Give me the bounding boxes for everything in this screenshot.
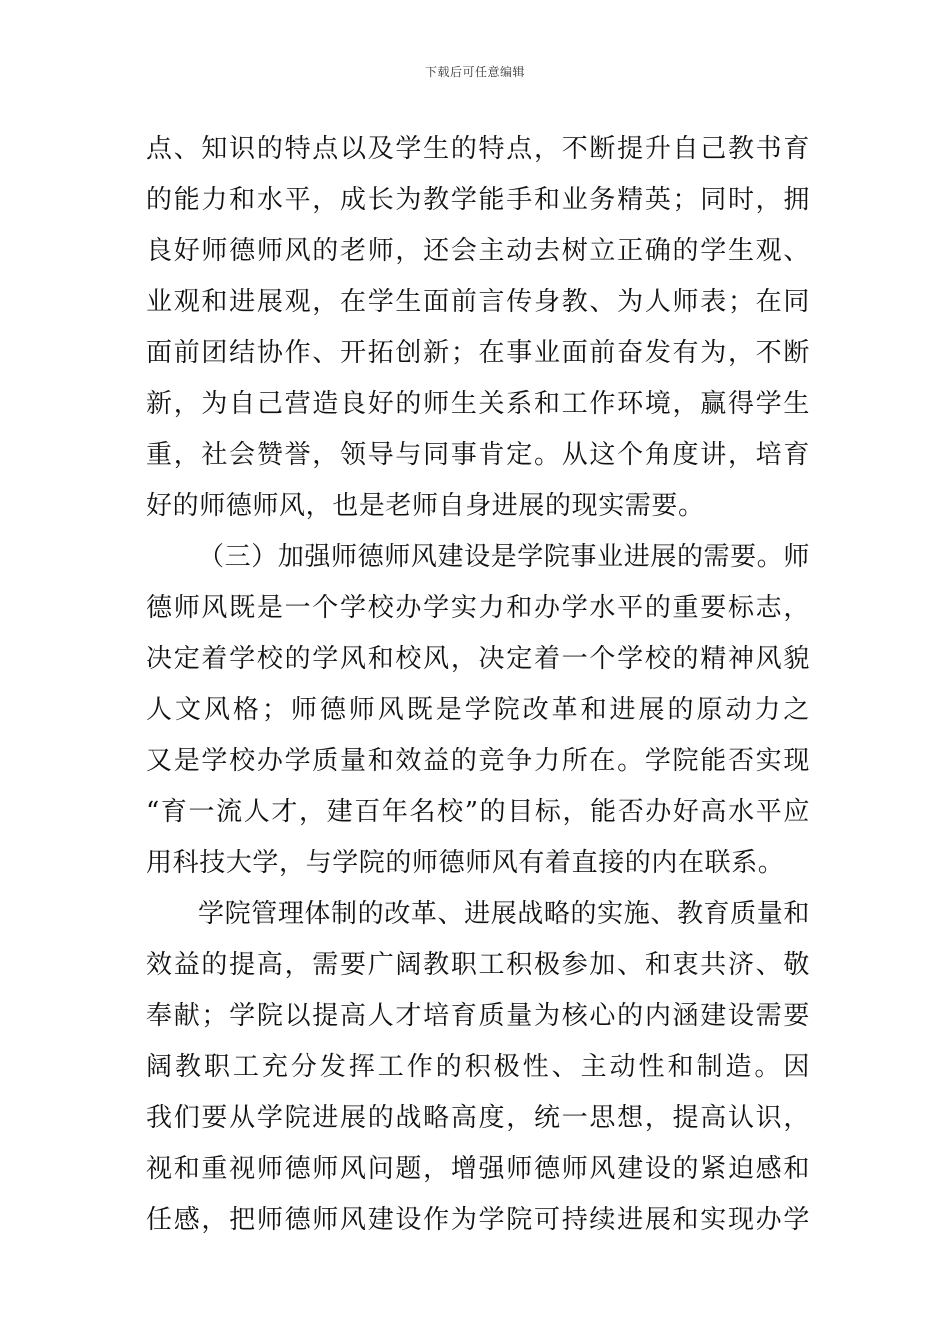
text-line: 决定着学校的学风和校风，决定着一个学校的精神风貌 <box>146 644 810 674</box>
text-line: 重，社会赞誉，领导与同事肯定。从这个角度讲，培育 <box>146 440 810 470</box>
text-line: 新，为自己营造良好的师生关系和工作环境，赢得学生 <box>146 389 810 419</box>
text-line: 业观和进展观，在学生面前言传身教、为人师表；在同 <box>146 287 810 317</box>
text-line: 好的师德师风，也是老师自身进展的现实需要。 <box>146 491 705 521</box>
document-body <box>146 124 810 1246</box>
text-line: 任感，把师德师风建设作为学院可持续进展和实现办学 <box>146 1205 810 1235</box>
text-line: 的能力和水平，成长为教学能手和业务精英；同时，拥 <box>146 185 810 215</box>
text-line: 我们要从学院进展的战略高度，统一思想，提高认识， <box>146 1103 810 1133</box>
paragraph-start-line: 学院管理体制的改革、进展战略的实施、教育质量和 <box>198 899 810 929</box>
text-line: 视和重视师德师风问题，增强师德师风建设的紧迫感和 <box>146 1154 810 1184</box>
text-line: 阔教职工充分发挥工作的积极性、主动性和制造。因 <box>146 1052 810 1082</box>
text-line: 点、知识的特点以及学生的特点，不断提升自己教书育 <box>146 134 810 164</box>
page-header: 下载后可任意编辑 <box>424 65 525 79</box>
text-line: 人文风格；师德师风既是学院改革和进展的原动力之 <box>146 695 810 725</box>
text-line: 德师风既是一个学校办学实力和办学水平的重要标志， <box>146 593 810 623</box>
paragraph-start-line: （三）加强师德师风建设是学院事业进展的需要。师 <box>198 542 810 572</box>
text-line: 良好师德师风的老师，还会主动去树立正确的学生观、 <box>146 236 810 266</box>
text-line: 奉献；学院以提高人才培育质量为核心的内涵建设需要 <box>146 1001 810 1031</box>
text-line: “育一流人才，建百年名校”的目标，能否办好高水平应 <box>146 797 810 827</box>
text-line: 用科技大学，与学院的师德师风有着直接的内在联系。 <box>146 848 785 878</box>
text-line: 又是学校办学质量和效益的竞争力所在。学院能否实现 <box>146 746 810 776</box>
text-line: 效益的提高，需要广阔教职工积极参加、和衷共济、敬 <box>146 950 810 980</box>
text-line: 面前团结协作、开拓创新；在事业面前奋发有为，不断 <box>146 338 810 368</box>
